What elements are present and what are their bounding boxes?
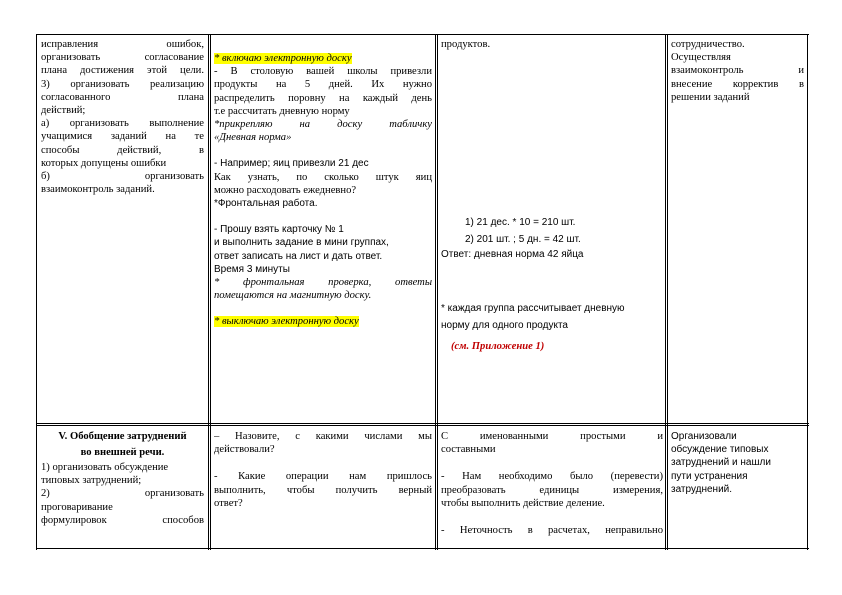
group-line: * каждая группа рассчитывает дневную: [441, 303, 625, 314]
row1-teacher-cell: [214, 52, 432, 329]
cards-line: и выполнить задание в мини группах,: [214, 237, 389, 249]
stage-goal-line: 1) организовать обсуждение: [41, 462, 169, 473]
table-border-bottom: [36, 548, 809, 549]
cards-line: - Прошу взять карточку № 1: [214, 224, 344, 236]
row1-uud-cell: [671, 38, 804, 104]
attach-table-line: «Дневная норма»: [214, 132, 292, 144]
column-divider-1: [208, 34, 209, 550]
board-off-note: * выключаю электронную доску: [214, 316, 359, 328]
students-top-line: продуктов.: [441, 39, 491, 50]
goal-line: б) организовать: [41, 171, 204, 183]
cards-line: ответ записать на лист и дать ответ.: [214, 250, 383, 262]
goal-line: способы действий, в: [41, 144, 204, 156]
column-divider-3b: [667, 34, 668, 550]
check-line: помещаются на магнитную доску.: [214, 290, 372, 302]
uud-line: Организовали: [671, 431, 737, 442]
answer-text-line: С именованными простыми и: [441, 431, 663, 442]
answer-text-line: - Неточность в расчетах, неправильно: [441, 525, 663, 537]
group-line: норму для одного продукта: [441, 320, 568, 331]
question-line: - Какие операции нам пришлось: [214, 471, 432, 483]
row1-students-cell: [441, 38, 663, 418]
uud-line: сотрудничество.: [671, 39, 745, 50]
table-border-top: [36, 34, 809, 35]
board-on-note: * включаю электронную доску: [214, 53, 352, 64]
check-line: * фронтальная проверка, ответы: [214, 277, 432, 289]
goal-line: а) организовать выполнение: [41, 118, 204, 130]
uud-line: пути устранения: [671, 470, 748, 482]
attach-table-line: *прикрепляю на доску табличку: [214, 119, 432, 131]
uud-line: взаимоконтроль и: [671, 65, 804, 77]
task-line: - В столовую вашей школы привезли: [214, 66, 432, 78]
goal-line: плана достижения этой цели.: [41, 65, 204, 77]
table-border-left: [36, 34, 37, 550]
calc-line-2: 2) 201 шт. ; 5 дн. = 42 шт.: [465, 234, 581, 245]
lesson-table: [36, 34, 809, 550]
uud-line: внесение корректив в: [671, 78, 804, 90]
question-line: выполнить, чтобы получить верный: [214, 484, 432, 496]
goal-line: учащимися заданий на те: [41, 131, 204, 143]
example-line: можно расходовать ежедневно?: [214, 184, 357, 196]
uud-line: решении заданий: [671, 91, 750, 103]
question-line: действовали?: [214, 444, 275, 456]
calc-line-1: 1) 21 дес. * 10 = 210 шт.: [465, 217, 576, 228]
column-divider-1b: [210, 34, 211, 550]
goal-line: исправления ошибок,: [41, 39, 204, 50]
answer-text-line: преобразовать единицы измерения,: [441, 484, 663, 496]
stage-goal-line: формулировок способов: [41, 514, 204, 526]
uud-line: Осуществляя: [671, 52, 731, 64]
row-divider-b: [36, 425, 809, 426]
frontal-work-note: *Фронтальная работа.: [214, 198, 318, 210]
goal-line: действий;: [41, 105, 86, 117]
goal-line: взаимоконтроль заданий.: [41, 184, 155, 196]
uud-line: обсуждение типовых: [671, 444, 769, 456]
question-line: – Назовите, с какими числами мы: [214, 431, 432, 442]
goal-line: организовать согласование: [41, 52, 204, 64]
stage-goal-line: 2) организовать: [41, 488, 204, 500]
appendix-note: (см. Приложение 1): [451, 341, 545, 352]
example-line: - Например; яиц привезли 21 дес: [214, 158, 369, 170]
task-line: распределить поровну на каждый день: [214, 92, 432, 104]
goal-line: которых допущены ошибки: [41, 157, 167, 169]
stage-title: во внешней речи.: [80, 447, 165, 458]
task-line: т.е рассчитать дневную норму: [214, 105, 350, 117]
row2-uud-cell: [671, 430, 804, 496]
question-line: ответ?: [214, 497, 243, 509]
row2-teacher-cell: [214, 430, 432, 510]
row1-goals-cell: [41, 38, 204, 196]
row2-students-cell: [441, 430, 663, 546]
uud-line: затруднений.: [671, 483, 733, 495]
cards-line: Время 3 минуты: [214, 263, 290, 275]
example-line: Как узнать, по сколько штук яиц: [214, 171, 432, 183]
stage-goal-line: проговаривание: [41, 501, 113, 513]
uud-line: затруднений и нашли: [671, 457, 771, 469]
table-border-right: [807, 34, 808, 550]
row2-goals-cell: [41, 430, 204, 546]
answer-line: Ответ: дневная норма 42 яйца: [441, 249, 584, 260]
stage-title: V. Обобщение затруднений: [58, 431, 187, 442]
answer-text-line: чтобы выполнить действие деление.: [441, 497, 605, 509]
column-divider-2: [435, 34, 436, 550]
column-divider-3: [665, 34, 666, 550]
task-line: продукты на 5 дней. Их нужно: [214, 79, 432, 91]
answer-text-line: - Нам необходимо было (перевести): [441, 471, 663, 483]
answer-text-line: составными: [441, 444, 496, 456]
stage-goal-line: типовых затруднений;: [41, 475, 142, 487]
column-divider-2b: [437, 34, 438, 550]
goal-line: 3) организовать реализацию: [41, 78, 204, 90]
goal-line: согласованного плана: [41, 91, 204, 103]
row-divider: [36, 423, 809, 424]
